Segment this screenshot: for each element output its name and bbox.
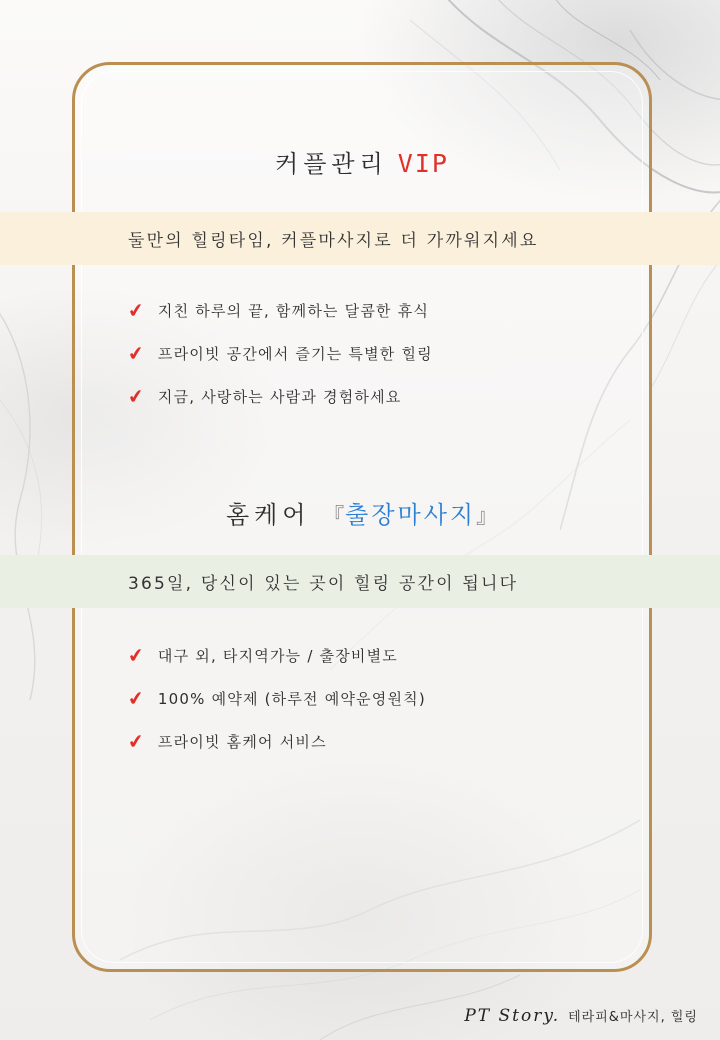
check-icon: ✔ <box>126 687 146 712</box>
homecare-highlight-text: 365일, 당신이 있는 곳이 힐링 공간이 됩니다 <box>128 574 519 594</box>
homecare-title-main: 홈케어 <box>225 501 311 529</box>
list-item-label: 프라이빗 공간에서 즐기는 특별한 힐링 <box>157 345 433 363</box>
list-item <box>126 299 433 324</box>
check-icon: ✔ <box>126 730 146 755</box>
list-item <box>126 730 426 755</box>
couple-title-badge: VIP <box>397 149 449 178</box>
couple-highlight-band <box>0 212 720 265</box>
check-icon: ✔ <box>126 299 146 324</box>
footer-brand: PT Story. <box>464 1006 561 1026</box>
list-item-label: 대구 외, 타지역가능 / 출장비별도 <box>157 647 398 665</box>
couple-bullet-list <box>128 300 433 429</box>
homecare-title-emphasis: 출장마사지 <box>345 501 477 529</box>
check-icon: ✔ <box>126 385 146 410</box>
list-item-label: 프라이빗 홈케어 서비스 <box>157 733 327 751</box>
list-item <box>126 385 433 410</box>
homecare-bracket-close: 』 <box>476 504 499 528</box>
list-item <box>126 687 426 712</box>
homecare-bullet-list <box>128 645 426 774</box>
homecare-bracket-open: 『 <box>323 504 346 528</box>
list-item-label: 지금, 사랑하는 사람과 경험하세요 <box>157 388 402 406</box>
list-item-label: 100% 예약제 (하루전 예약운영원칙) <box>157 690 426 708</box>
check-icon: ✔ <box>126 342 146 367</box>
couple-highlight-text: 둘만의 힐링타임, 커플마사지로 더 가까워지세요 <box>128 231 539 251</box>
poster-content <box>72 62 652 972</box>
list-item <box>126 342 433 367</box>
footer-tags: 테라피&마사지, 힐링 <box>568 1010 698 1025</box>
couple-title-main: 커플관리 <box>275 150 388 178</box>
footer-signature <box>464 1006 698 1026</box>
homecare-highlight-band <box>0 555 720 608</box>
check-icon: ✔ <box>126 644 146 669</box>
homecare-title <box>72 495 652 530</box>
list-item-label: 지친 하루의 끝, 함께하는 달콤한 휴식 <box>157 302 430 320</box>
list-item <box>126 644 426 669</box>
couple-title <box>72 144 652 179</box>
